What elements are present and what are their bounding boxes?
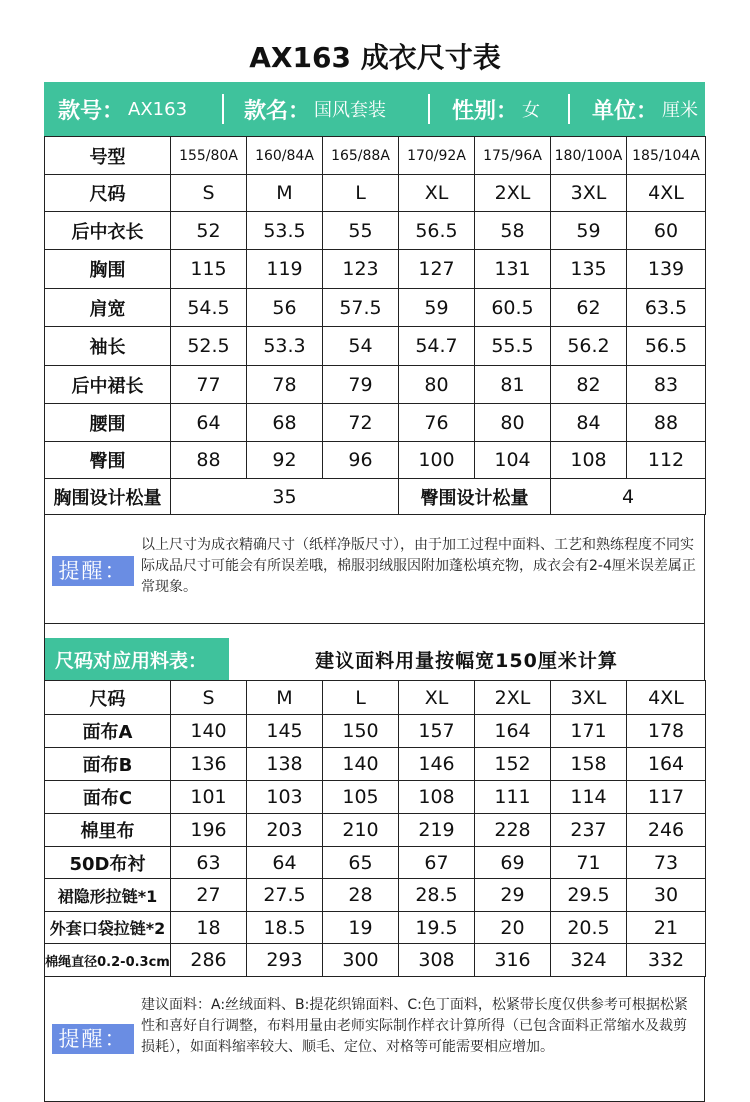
fabric-cell: 18 [171,912,247,944]
fabric-table [44,680,706,977]
fabric-cell: 64 [247,847,323,879]
style-no [44,82,222,136]
size-cell: 127 [399,250,475,289]
fabric-cell: 157 [399,715,475,748]
fabric-cell: 73 [627,847,706,879]
fabric-cell: 21 [627,912,706,944]
fabric-cell: 203 [247,814,323,847]
size-cell: 59 [399,289,475,327]
fabric-cell: 324 [551,944,627,977]
size-sheet [44,82,705,1102]
fabric-cell: M [247,681,323,715]
style-name-label: 款名： [244,98,311,124]
fabric-cell: 146 [399,748,475,781]
size-row-label: 尺码 [45,175,171,212]
size-cell: 53.3 [247,327,323,366]
size-cell: 104 [475,442,551,479]
unit [568,82,705,136]
fabric-cell: 308 [399,944,475,977]
size-cell: 4XL [627,175,706,212]
fabric-cell: 65 [323,847,399,879]
fabric-cell: 316 [475,944,551,977]
fabric-cell: 145 [247,715,323,748]
fabric-cell: 164 [627,748,706,781]
fabric-cell: 27.5 [247,879,323,912]
size-cell: 88 [627,404,706,442]
fabric-cell: 18.5 [247,912,323,944]
fabric-cell: S [171,681,247,715]
table-row [45,781,706,814]
table-row [45,814,706,847]
fabric-cell: 29.5 [551,879,627,912]
table-row [45,442,706,479]
chest-ease-value: 35 [171,479,399,515]
model-cell: 165/88A [323,137,399,175]
fabric-cell: 28.5 [399,879,475,912]
size-cell: M [247,175,323,212]
fabric-cell: 150 [323,715,399,748]
size-row-label: 后中裙长 [45,366,171,404]
size-cell: L [323,175,399,212]
size-cell: 62 [551,289,627,327]
size-table [44,136,706,515]
table-row [45,912,706,944]
fabric-cell: 114 [551,781,627,814]
fabric-subtitle: 建议面料用量按幅宽150厘米计算 [315,649,618,672]
size-cell: 60 [627,212,706,250]
size-cell: 63.5 [627,289,706,327]
size-cell: 52.5 [171,327,247,366]
model-cell: 170/92A [399,137,475,175]
reminder-text-2: 建议面料：A:丝绒面料、B:提花织锦面料、C:色丁面料，松紧带长度仅供参考可根据松紧性和喜好自行调整，布料用量由老师实际制作样衣计算所得（已包含面料正常缩水及裁剪损耗），如面料缩率较大、顺毛、定位、对格等可能需要相应增加。 [141,997,688,1055]
size-cell: 79 [323,366,399,404]
size-cell: 54.5 [171,289,247,327]
fabric-cell: 117 [627,781,706,814]
fabric-cell: 332 [627,944,706,977]
size-cell: 55 [323,212,399,250]
fabric-cell: 196 [171,814,247,847]
model-label: 号型 [45,137,171,175]
size-cell: 115 [171,250,247,289]
fabric-cell: 111 [475,781,551,814]
fabric-cell: 105 [323,781,399,814]
gender-label: 性别： [452,98,519,124]
model-row [45,137,706,175]
fabric-cell: 158 [551,748,627,781]
style-name-value: 国风套装 [314,100,387,121]
size-cell: 80 [399,366,475,404]
style-name [222,82,428,136]
fabric-cell: 178 [627,715,706,748]
table-row [45,944,706,977]
fabric-cell: 4XL [627,681,706,715]
size-cell: 82 [551,366,627,404]
fabric-cell: 293 [247,944,323,977]
fabric-row-label: 棉里布 [45,814,171,847]
fabric-cell: 286 [171,944,247,977]
size-cell: 83 [627,366,706,404]
spacer [44,624,705,638]
fabric-row-label: 尺码 [45,681,171,715]
fabric-cell: 136 [171,748,247,781]
size-row-label: 袖长 [45,327,171,366]
size-cell: 139 [627,250,706,289]
hip-ease-value: 4 [551,479,706,515]
fabric-title: 尺码对应用料表： [45,638,229,680]
model-cell: 160/84A [247,137,323,175]
fabric-cell: 237 [551,814,627,847]
fabric-row-label: 外套口袋拉链*2 [45,912,171,944]
size-cell: 119 [247,250,323,289]
table-row [45,681,706,715]
fabric-row-label: 棉绳直径0.2-0.3cm [45,944,171,977]
reminder-badge: 提醒： [52,556,134,586]
fabric-cell: 3XL [551,681,627,715]
fabric-header [44,638,705,680]
model-cell: 180/100A [551,137,627,175]
size-cell: 123 [323,250,399,289]
size-cell: 77 [171,366,247,404]
size-cell: XL [399,175,475,212]
page-title: AX163 成衣尺寸表 [249,41,501,74]
fabric-cell: 101 [171,781,247,814]
size-cell: 53.5 [247,212,323,250]
size-row-label: 臀围 [45,442,171,479]
unit-label: 单位： [592,98,659,124]
size-cell: 68 [247,404,323,442]
table-row [45,250,706,289]
model-cell: 175/96A [475,137,551,175]
size-row-label: 肩宽 [45,289,171,327]
reminder-box [44,515,705,624]
fabric-cell: 108 [399,781,475,814]
size-cell: 76 [399,404,475,442]
fabric-cell: 152 [475,748,551,781]
fabric-row-label: 面布B [45,748,171,781]
fabric-cell: 140 [171,715,247,748]
fabric-cell: 19.5 [399,912,475,944]
table-row [45,289,706,327]
fabric-cell: 19 [323,912,399,944]
size-cell: S [171,175,247,212]
fabric-cell: 20.5 [551,912,627,944]
table-row [45,715,706,748]
size-cell: 59 [551,212,627,250]
fabric-cell: 20 [475,912,551,944]
fabric-cell: 138 [247,748,323,781]
model-cell: 155/80A [171,137,247,175]
fabric-cell: 67 [399,847,475,879]
gender [428,82,568,136]
table-row [45,847,706,879]
fabric-cell: L [323,681,399,715]
table-row [45,212,706,250]
reminder-text: 以上尺寸为成衣精确尺寸（纸样净版尺寸），由于加工过程中面料、工艺和熟练程度不同实际成品尺寸可能会有所误差哦，棉服羽绒服因附加蓬松填充物，成衣会有2-4厘米误差属正常现象。 [141,537,696,595]
fabric-cell: 28 [323,879,399,912]
fabric-cell: XL [399,681,475,715]
size-cell: 92 [247,442,323,479]
unit-value: 厘米 [662,100,699,121]
fabric-cell: 210 [323,814,399,847]
fabric-cell: 164 [475,715,551,748]
fabric-cell: 69 [475,847,551,879]
size-cell: 78 [247,366,323,404]
size-cell: 54 [323,327,399,366]
fabric-cell: 140 [323,748,399,781]
fabric-row-label: 50D布衬 [45,847,171,879]
size-cell: 57.5 [323,289,399,327]
size-cell: 3XL [551,175,627,212]
hip-ease-label: 臀围设计松量 [399,479,551,515]
size-cell: 100 [399,442,475,479]
table-row [45,327,706,366]
table-row [45,366,706,404]
fabric-cell: 30 [627,879,706,912]
style-no-label: 款号： [58,98,125,124]
fabric-cell: 103 [247,781,323,814]
size-cell: 88 [171,442,247,479]
size-cell: 52 [171,212,247,250]
size-cell: 72 [323,404,399,442]
size-cell: 81 [475,366,551,404]
fabric-cell: 246 [627,814,706,847]
fabric-cell: 219 [399,814,475,847]
size-cell: 60.5 [475,289,551,327]
size-cell: 135 [551,250,627,289]
size-row-label: 后中衣长 [45,212,171,250]
fabric-cell: 29 [475,879,551,912]
style-no-value: AX163 [128,98,188,120]
fabric-row-label: 面布A [45,715,171,748]
size-cell: 112 [627,442,706,479]
fabric-cell: 2XL [475,681,551,715]
fabric-cell: 228 [475,814,551,847]
gender-value: 女 [522,100,541,121]
table-row [45,748,706,781]
fabric-row-label: 面布C [45,781,171,814]
model-cell: 185/104A [627,137,706,175]
size-cell: 108 [551,442,627,479]
size-cell: 56.2 [551,327,627,366]
size-cell: 56.5 [627,327,706,366]
reminder-badge-2: 提醒： [52,1024,134,1054]
size-row-label: 胸围 [45,250,171,289]
size-cell: 56.5 [399,212,475,250]
size-row-label: 腰围 [45,404,171,442]
fabric-cell: 71 [551,847,627,879]
size-cell: 54.7 [399,327,475,366]
size-cell: 64 [171,404,247,442]
size-cell: 2XL [475,175,551,212]
size-cell: 84 [551,404,627,442]
size-cell: 58 [475,212,551,250]
fabric-cell: 63 [171,847,247,879]
size-cell: 96 [323,442,399,479]
fabric-cell: 171 [551,715,627,748]
fabric-row-label: 裙隐形拉链*1 [45,879,171,912]
info-bar [44,82,705,136]
fabric-table-body [45,681,706,977]
chest-ease-label: 胸围设计松量 [45,479,171,515]
ease-row [45,479,706,515]
table-row [45,879,706,912]
table-row [45,175,706,212]
size-cell: 131 [475,250,551,289]
reminder-box-2 [44,977,705,1102]
table-row [45,404,706,442]
size-cell: 56 [247,289,323,327]
size-cell: 80 [475,404,551,442]
fabric-cell: 300 [323,944,399,977]
size-cell: 55.5 [475,327,551,366]
fabric-cell: 27 [171,879,247,912]
size-table-body [45,175,706,479]
